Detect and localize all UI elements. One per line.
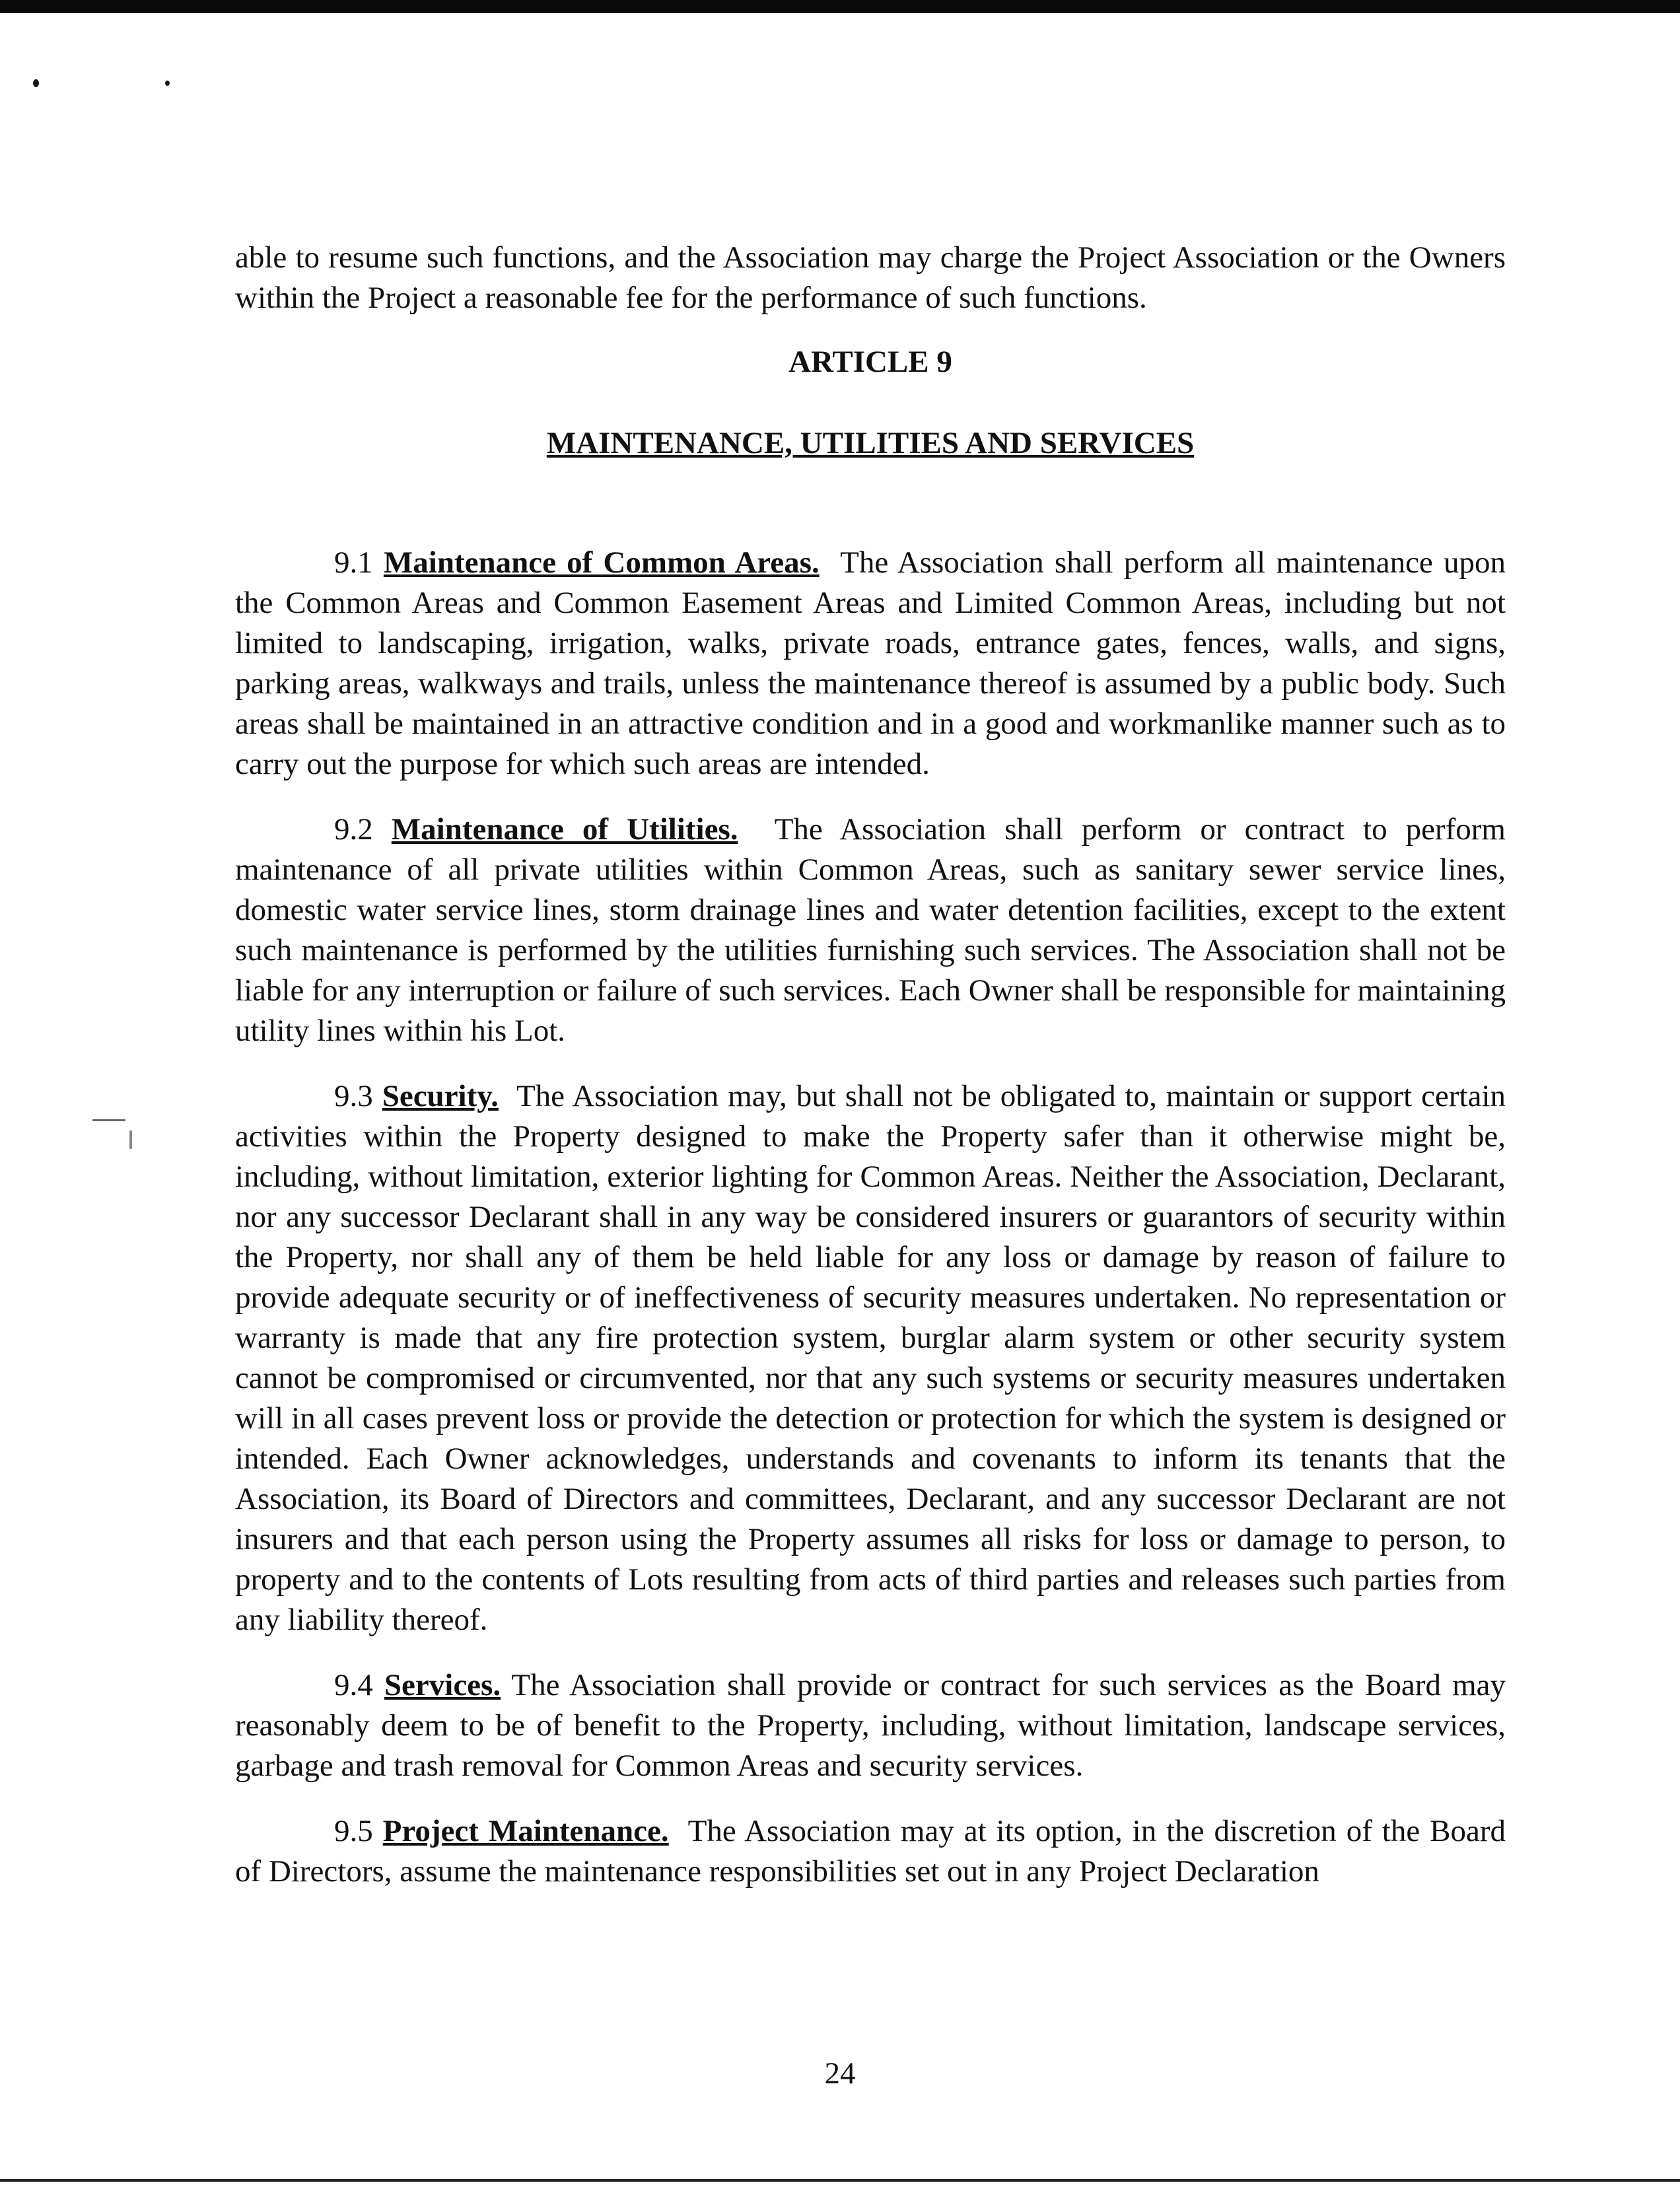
section-number: 9.4 <box>334 1668 373 1702</box>
section-9-1 <box>235 543 1506 784</box>
section-number: 9.2 <box>334 812 373 847</box>
section-heading: Project Maintenance. <box>382 1814 669 1848</box>
scan-top-border <box>0 0 1680 13</box>
section-body: The Association shall perform all maintenance upon the Common Areas and Common Easement Areas and Limited Common Areas, including but not limited to landscaping, irrigation, walks, private roads, entrance gates, fences, walls, and signs, parking areas, walkways and trails, unless the maintenance thereof is assumed by a public body. Such areas shall be maintained in an attractive condition and in a good and workmanlike manner such as to carry out the purpose for which such areas are intended. <box>235 545 1506 781</box>
section-9-4 <box>235 1665 1506 1786</box>
section-body: The Association may, but shall not be obligated to, maintain or support certain activities within the Property designed to make the Property safer than it otherwise might be, including, without limitation, exterior lighting for Common Areas. Neither the Association, Declarant, nor any successor Declarant shall in any way be considered insurers or guarantors of security within the Property, nor shall any of them be held liable for any loss or damage by reason of failure to provide adequate security or of ineffectiveness of security measures undertaken. No representation or warranty is made that any fire protection system, burglar alarm system or other security system cannot be compromised or circumvented, nor that any such systems or security measures undertaken will in all cases prevent loss or provide the detection or protection for which the system is designed or intended. Each Owner acknowledges, understands and covenants to inform its tenants that the Association, its Board of Directors and committees, Declarant, and any successor Declarant are not insurers and that each person using the Property assumes all risks for loss or damage to person, to property and to the contents of Lots resulting from acts of third parties and releases such parties from any liability thereof. <box>235 1079 1506 1637</box>
section-9-5 <box>235 1811 1506 1892</box>
scan-speck <box>92 1119 125 1121</box>
section-heading: Maintenance of Common Areas. <box>383 545 820 580</box>
section-number: 9.3 <box>334 1079 373 1113</box>
section-9-2 <box>235 810 1506 1051</box>
document-page <box>235 238 1506 1917</box>
section-body: The Association shall perform or contract to perform maintenance of all private utilities within Common Areas, such as sanitary sewer service lines, domestic water service lines, storm drainage lines and water detention facilities, except to the extent such maintenance is performed by the utilities furnishing such services. The Association shall not be liable for any interruption or failure of such services. Each Owner shall be responsible for maintaining utility lines within his Lot. <box>235 812 1506 1048</box>
section-heading: Maintenance of Utilities. <box>391 812 738 847</box>
section-body: The Association shall provide or contract for such services as the Board may reasonably deem to be of benefit to the Property, including, without limitation, landscape services, garbage and trash removal for Common Areas and security services. <box>235 1668 1506 1783</box>
article-title: MAINTENANCE, UTILITIES AND SERVICES <box>546 426 1195 460</box>
section-body: The Association may at its option, in the discretion of the Board of Directors, assume the maintenance responsibilities set out in any Project Declaration <box>235 1814 1506 1889</box>
section-heading: Security. <box>382 1079 499 1113</box>
scan-speck <box>165 81 170 86</box>
opening-paragraph: able to resume such functions, and the Association may charge the Project Association or the Owners within the Project a reasonable fee for the performance of such functions. <box>235 240 1506 315</box>
section-number: 9.1 <box>334 545 373 580</box>
scan-speck <box>33 79 39 87</box>
scan-speck <box>129 1130 132 1149</box>
section-heading: Services. <box>384 1668 501 1702</box>
page-number: 24 <box>824 2056 856 2091</box>
section-9-3 <box>235 1076 1506 1640</box>
article-number: ARTICLE 9 <box>788 345 952 379</box>
section-number: 9.5 <box>334 1814 373 1848</box>
scan-bottom-border <box>0 2179 1680 2182</box>
